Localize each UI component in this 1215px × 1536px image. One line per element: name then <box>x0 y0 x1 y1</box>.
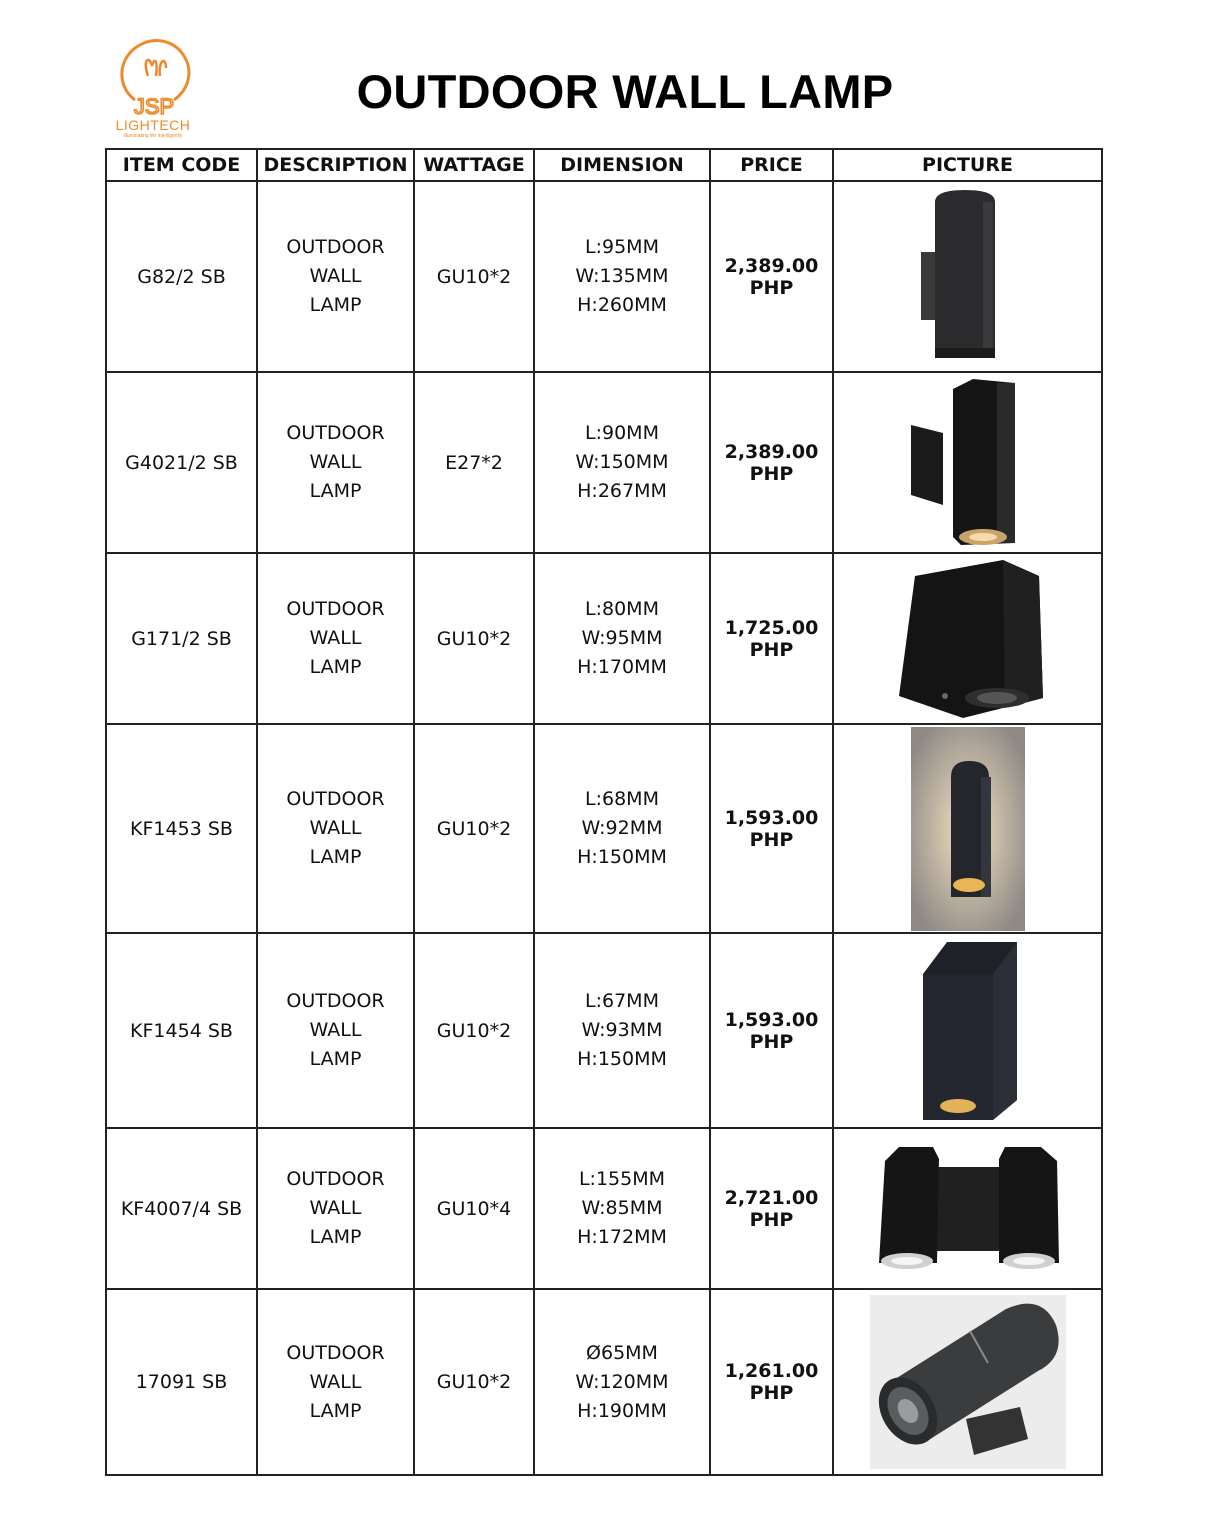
table-row <box>106 724 1102 933</box>
item-code: G82/2 SB <box>106 181 257 372</box>
description: OUTDOOR WALL LAMP <box>257 553 414 724</box>
trapezoid-wall-lamp-icon <box>893 558 1043 720</box>
price: 1,261.00 PHP <box>710 1289 833 1475</box>
lit-round-wall-lamp-icon <box>911 727 1025 931</box>
col-header-price: PRICE <box>710 149 833 181</box>
table-row <box>106 1289 1102 1475</box>
table-row <box>106 553 1102 724</box>
col-header-item-code: ITEM CODE <box>106 149 257 181</box>
dimension: L:80MM W:95MM H:170MM <box>534 553 710 724</box>
cylinder-wall-lamp-icon <box>913 188 1023 366</box>
price: 2,389.00 PHP <box>710 181 833 372</box>
lit-square-wall-lamp-icon <box>913 940 1023 1122</box>
col-header-wattage: WATTAGE <box>414 149 534 181</box>
item-code: G171/2 SB <box>106 553 257 724</box>
description: OUTDOOR WALL LAMP <box>257 1289 414 1475</box>
item-code: 17091 SB <box>106 1289 257 1475</box>
dimension: L:67MM W:93MM H:150MM <box>534 933 710 1128</box>
brand-mark: JSP <box>133 94 175 119</box>
price: 2,721.00 PHP <box>710 1128 833 1289</box>
wattage: GU10*2 <box>414 181 534 372</box>
price: 1,593.00 PHP <box>710 724 833 933</box>
square-wall-lamp-icon <box>903 377 1033 549</box>
page-title: OUTDOOR WALL LAMP <box>356 65 894 118</box>
angled-cylinder-lamp-icon <box>870 1295 1066 1469</box>
description: OUTDOOR WALL LAMP <box>257 181 414 372</box>
col-header-picture: PICTURE <box>833 149 1102 181</box>
price: 1,593.00 PHP <box>710 933 833 1128</box>
table-row <box>106 181 1102 372</box>
wattage: GU10*4 <box>414 1128 534 1289</box>
price: 2,389.00 PHP <box>710 372 833 553</box>
table-row <box>106 372 1102 553</box>
item-code: KF1454 SB <box>106 933 257 1128</box>
col-header-dimension: DIMENSION <box>534 149 710 181</box>
wattage: GU10*2 <box>414 1289 534 1475</box>
wattage: GU10*2 <box>414 553 534 724</box>
table-row <box>106 933 1102 1128</box>
double-wall-lamp-icon <box>873 1143 1063 1275</box>
dimension: L:155MM W:85MM H:172MM <box>534 1128 710 1289</box>
wattage: E27*2 <box>414 372 534 553</box>
item-code: KF4007/4 SB <box>106 1128 257 1289</box>
description: OUTDOOR WALL LAMP <box>257 933 414 1128</box>
wattage: GU10*2 <box>414 933 534 1128</box>
table-header-row <box>106 149 1102 181</box>
wattage: GU10*2 <box>414 724 534 933</box>
price: 1,725.00 PHP <box>710 553 833 724</box>
brand-name: LIGHTECH <box>115 117 191 133</box>
dimension: Ø65MM W:120MM H:190MM <box>534 1289 710 1475</box>
brand-tagline: illuminating life intelligently <box>123 133 183 139</box>
product-table <box>105 148 1103 1476</box>
description: OUTDOOR WALL LAMP <box>257 1128 414 1289</box>
dimension: L:68MM W:92MM H:150MM <box>534 724 710 933</box>
dimension: L:95MM W:135MM H:260MM <box>534 181 710 372</box>
col-header-description: DESCRIPTION <box>257 149 414 181</box>
item-code: G4021/2 SB <box>106 372 257 553</box>
description: OUTDOOR WALL LAMP <box>257 724 414 933</box>
dimension: L:90MM W:150MM H:267MM <box>534 372 710 553</box>
description: OUTDOOR WALL LAMP <box>257 372 414 553</box>
table-row <box>106 1128 1102 1289</box>
item-code: KF1453 SB <box>106 724 257 933</box>
